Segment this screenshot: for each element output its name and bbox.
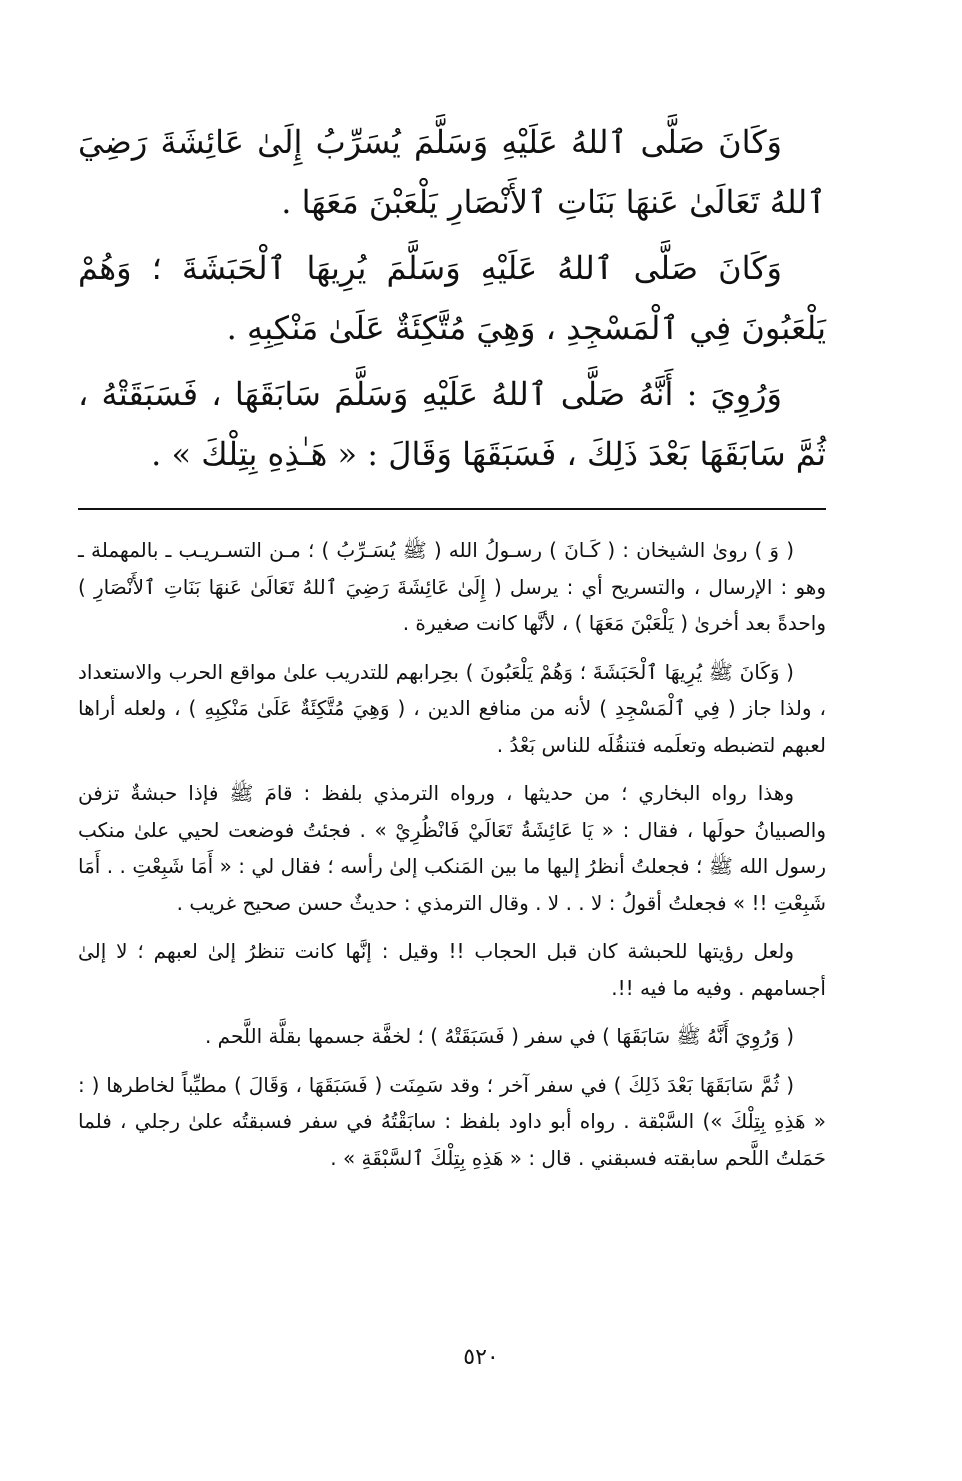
commentary-paragraph: ( وَكَانَ ﷺ يُرِيهَا ٱلْحَبَشَةَ ؛ وَهُمْ يَلْعَبُونَ ) بحِرابهم للتدريب علىٰ مواقع الحرب والاستعداد ، ولذا جاز ( فِي ٱلْمَسْجِدِ ) لأنه من منافع الدين ، ( وَهِيَ مُتَّكِئَةٌ عَلَىٰ مَنْكِبِهِ ) ، ولعله أراها لعبهم لتضبطه وتعلَمه فتنقُلَه للناس بَعْدُ .: [78, 659, 826, 757]
page-body: [78, 112, 826, 1188]
commentary-paragraph: ( ثُمَّ سَابَقَهَا بَعْدَ ذَلِكَ ) في سفر آخر ؛ وقد سَمِنَت ( فَسَبَقَهَا ، وَقَالَ ) مطيِّباً لخاطرها ( : « هَذِهِ بِتِلْكَ ») السَّبْقة . رواه أبو داود بلفظ : سابَقْتُهُ في سفر فسبقتُه علىٰ رجلي ، فلما حَمَلتُ اللَّحم سابقته فسبقني . قال : « هَذِهِ بِتِلْكَ ٱلسَّبْقَةِ » .: [78, 1072, 826, 1170]
commentary-paragraph: ( وَ ) روىٰ الشيخان : ( كَـانَ ) رسـولُ الله ( ﷺ يُسَـرِّبُ ) ؛ مـن التسـريـب ـ بالمهملة ـ وهو : الإرسال ، والتسريح أي : يرسل ( إِلَىٰ عَائِشَةَ رَضِيَ ٱللهُ تَعَالَىٰ عَنهَا بَنَاتِ ٱلأَنْصَارِ ) واحدةً بعد أخرىٰ ( يَلْعَبْنَ مَعَهَا ) ، لأنَّها كانت صغيرة .: [78, 538, 826, 635]
separator-rule: [78, 508, 826, 510]
main-paragraph: وَكَانَ صَلَّى ٱللهُ عَلَيْهِ وَسَلَّمَ يُسَرِّبُ إِلَىٰ عَائِشَةَ رَضِيَ ٱللهُ تَعَالَىٰ عَنهَا بَنَاتِ ٱلأَنْصَارِ يَلْعَبْنَ مَعَهَا .: [78, 123, 826, 221]
commentary-paragraph: ولعل رؤيتها للحبشة كان قبل الحجاب !! وقيل : إنَّها كانت تنظرُ إلىٰ لعبهم ؛ لا إلىٰ أجسامهم . وفيه ما فيه !!.: [78, 939, 826, 1000]
main-text: [78, 112, 826, 484]
main-paragraph: وَكَانَ صَلَّى ٱللهُ عَلَيْهِ وَسَلَّمَ يُرِيهَا ٱلْحَبَشَةَ ؛ وَهُمْ يَلْعَبُونَ فِي ٱلْمَسْجِدِ ، وَهِيَ مُتَّكِئَةٌ عَلَىٰ مَنْكِبِهِ .: [78, 249, 826, 347]
commentary-paragraph: ( وَرُوِيَ أَنَّهُ ﷺ سَابَقَهَا ) في سفر ( فَسَبَقَتْهُ ) ؛ لخفَّة جسمها بقلَّة اللَّحم .: [204, 1024, 794, 1048]
page-number: ٥٢٠: [463, 1345, 499, 1370]
main-paragraph: وَرُوِيَ : أَنَّهُ صَلَّى ٱللهُ عَلَيْهِ وَسَلَّمَ سَابَقَهَا ، فَسَبَقَتْهُ ، ثُمَّ سَابَقَهَا بَعْدَ ذَلِكَ ، فَسَبَقَهَا وَقَالَ : « هَـٰذِهِ بِتِلْكَ » .: [78, 375, 826, 473]
commentary: [78, 532, 826, 1176]
commentary-paragraph: وهذا رواه البخاري ؛ من حديثها ، ورواه الترمذي بلفظ : قامَ ﷺ فإذا حبشةٌ تزفن والصبيانُ حولَها ، فقال : « يَا عَائِشَةُ تَعَالَيْ فَانْظُرِيْ » . فجئتُ فوضعت لحيي علىٰ منكب رسول الله ﷺ ؛ فجعلتُ أنظرُ إليها ما بين المَنكب إلىٰ رأسه ؛ فقال لي : « أَمَا شَبِعْتِ . . أَمَا شَبِعْتِ !! » فجعلتُ أقولُ : لا . . لا . وقال الترمذي : حديثٌ حسن صحيح غريب .: [78, 781, 826, 915]
